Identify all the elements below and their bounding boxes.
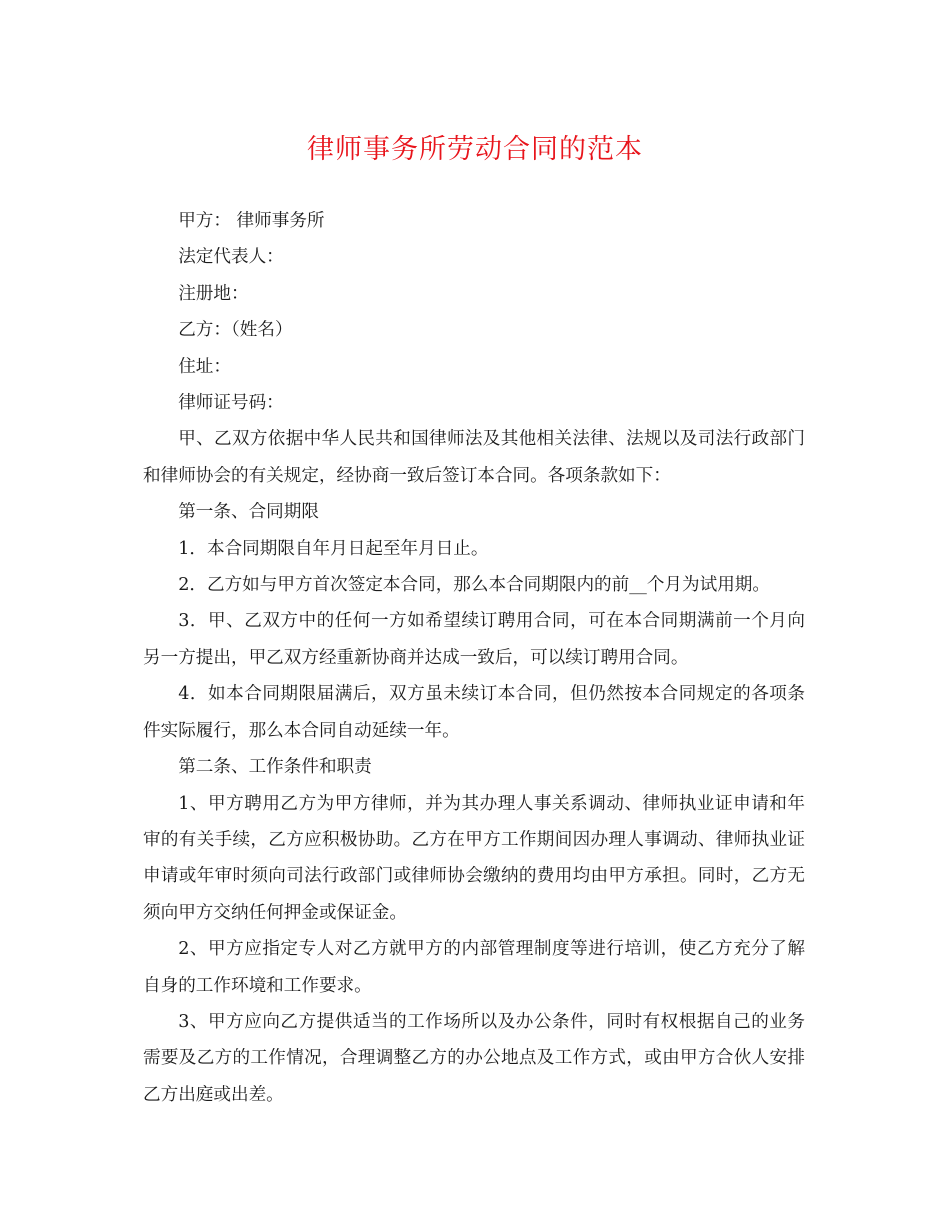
party-b-line: 乙方：（姓名） bbox=[178, 320, 293, 341]
address-line: 住址： bbox=[178, 356, 231, 377]
article-1-clause-3: 3．甲、乙双方中的任何一方如希望续订聘用合同，可在本合同期满前一个月向另一方提出，甲乙双方经重新协商并达成一致后，可以续订聘用合同。 bbox=[143, 611, 805, 668]
preamble-paragraph: 甲、乙双方依据中华人民共和国律师法及其他相关法律、法规以及司法行政部门和律师协会的有关规定，经协商一致后签订本合同。各项条款如下： bbox=[143, 429, 805, 486]
article-2-heading: 第二条、工作条件和职责 bbox=[178, 757, 372, 778]
article-2-clause-3: 3、甲方应向乙方提供适当的工作场所以及办公条件，同时有权根据自己的业务需要及乙方的工作情况，合理调整乙方的办公地点及工作方式，或由甲方合伙人安排乙方出庭或出差。 bbox=[143, 1011, 805, 1105]
document-title: 律师事务所劳动合同的范本 bbox=[307, 134, 643, 165]
article-1-heading: 第一条、合同期限 bbox=[178, 502, 319, 523]
legal-representative-line: 法定代表人： bbox=[178, 247, 284, 268]
article-1-clause-1: 1．本合同期限自年月日起至年月日止。 bbox=[178, 538, 489, 559]
article-2-clause-2: 2、甲方应指定专人对乙方就甲方的内部管理制度等进行培训，使乙方充分了解自身的工作环境和工作要求。 bbox=[143, 939, 805, 996]
article-2-clause-1: 1、甲方聘用乙方为甲方律师，并为其办理人事关系调动、律师执业证申请和年审的有关手续，乙方应积极协助。乙方在甲方工作期间因办理人事调动、律师执业证申请或年审时须向司法行政部门或律师协会缴纳的费用均由甲方承担。同时，乙方无须向甲方交纳任何押金或保证金。 bbox=[143, 793, 805, 923]
article-1-clause-4: 4．如本合同期限届满后，双方虽未续订本合同，但仍然按本合同规定的各项条件实际履行，那么本合同自动延续一年。 bbox=[143, 684, 805, 741]
lawyer-license-line: 律师证号码： bbox=[178, 393, 284, 414]
party-a-line: 甲方： 律师事务所 bbox=[178, 211, 325, 231]
document-body bbox=[143, 203, 805, 1113]
registered-address-line: 注册地： bbox=[178, 283, 249, 304]
article-1-clause-2: 2．乙方如与甲方首次签定本合同，那么本合同期限内的前__个月为试用期。 bbox=[178, 575, 770, 596]
